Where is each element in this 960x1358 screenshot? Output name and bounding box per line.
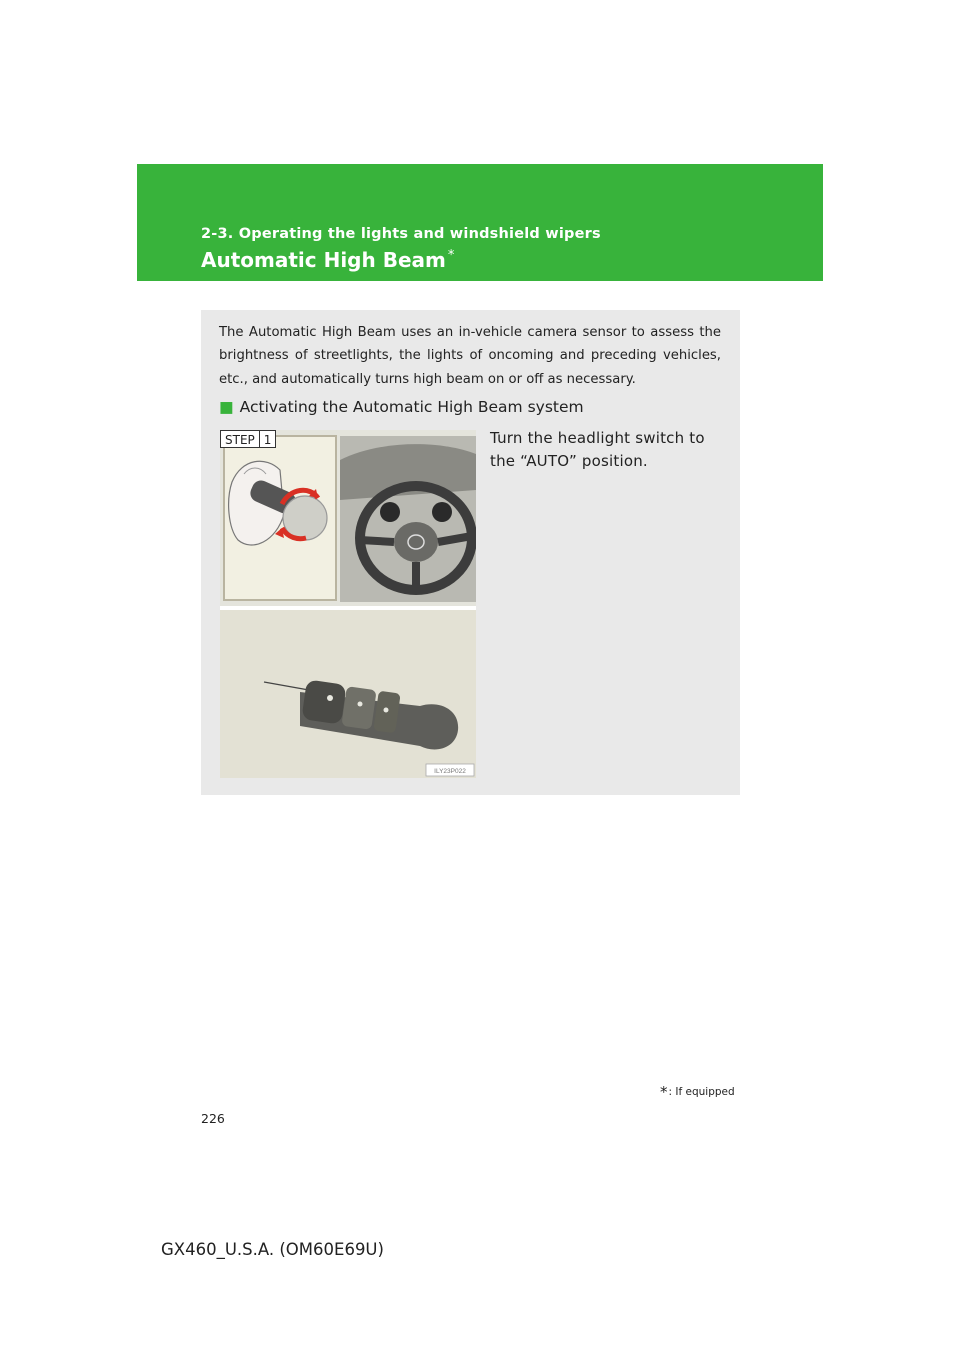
footnote [660,1083,735,1101]
figure-code: ILY23P022 [434,768,466,775]
step-1-text: Turn the headlight switch to the “AUTO” position. [490,429,705,470]
page-title [201,248,454,272]
document-id: GX460_U.S.A. (OM60E69U) [161,1240,384,1259]
asterisk-icon: * [660,1083,668,1101]
section-header [137,164,823,281]
footnote-text: : If equipped [668,1086,735,1098]
intro-paragraph: The Automatic High Beam uses an in-vehicle camera sensor to assess the brightness of streetlights, the lights of oncoming and preceding vehicles, etc., and automatically turns high beam on or off as necessary. [219,325,721,387]
step-badge [220,430,276,448]
page-title-text: Automatic High Beam [201,248,446,272]
step-number: 1 [260,430,277,448]
page-number: 226 [201,1111,225,1126]
headlight-switch-illustration [220,430,476,778]
illustration-graphic [220,430,476,778]
step-label: STEP [220,430,260,448]
if-equipped-mark: * [447,248,455,264]
subheading-text: Activating the Automatic High Beam system [239,398,584,416]
square-bullet-icon: ■ [219,398,234,416]
subheading [219,398,584,416]
content-box [201,310,740,795]
section-label: 2-3. Operating the lights and windshield wipers [201,226,601,242]
